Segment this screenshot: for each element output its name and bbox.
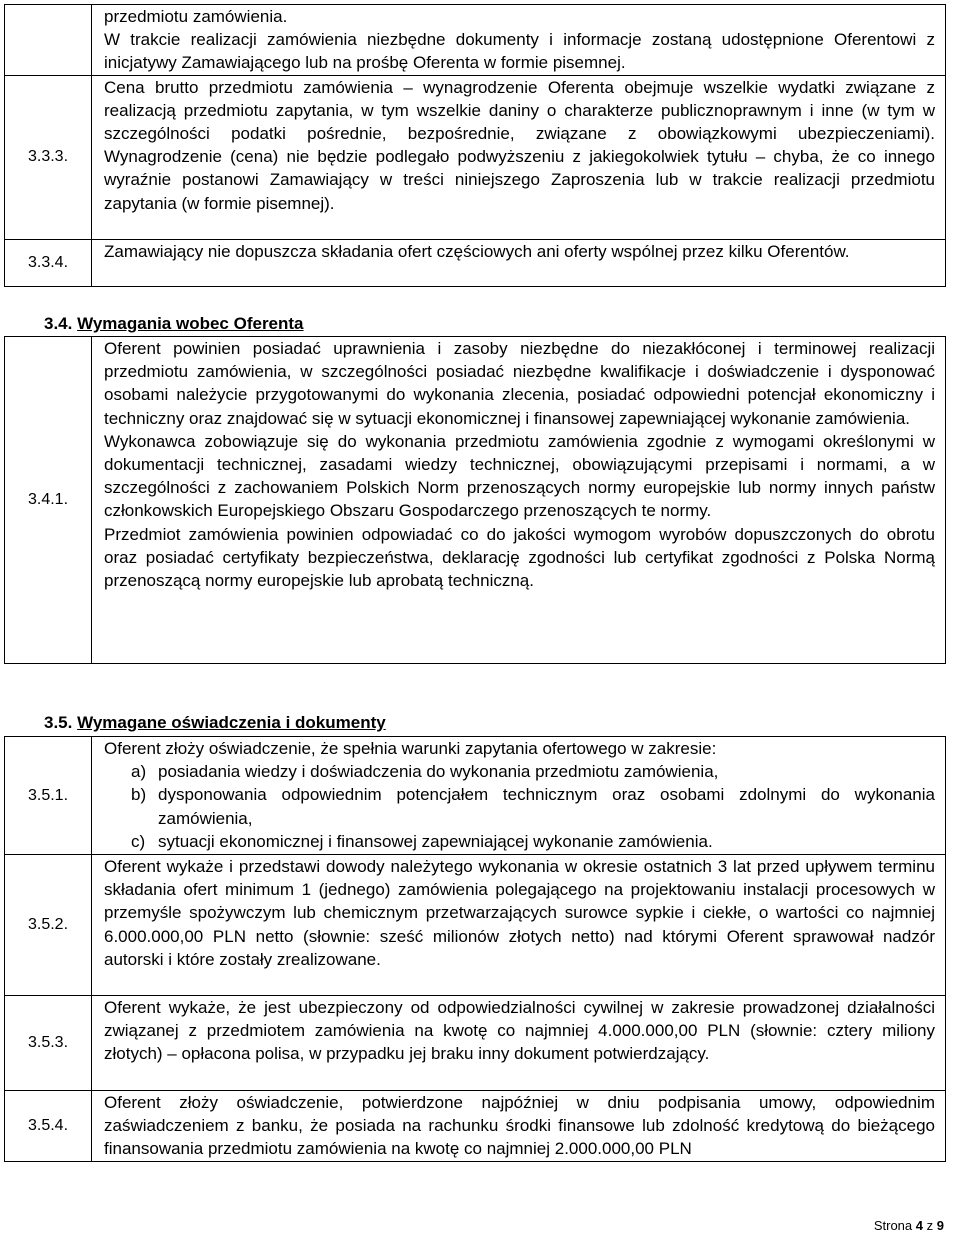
list-marker: a): [131, 762, 147, 782]
section-title: Wymagania wobec Oferenta: [77, 314, 304, 333]
row-text: [92, 1091, 946, 1162]
documents-table: [4, 736, 946, 1162]
paragraph: Oferent złoży oświadczenie, potwierdzone najpóźniej w dniu podpisania umowy, odpowiednim zaświadczeniem z banku, że posiada na rachunku środki finansowe lub zdolność kredytową do bieżącego finansowania przedmiotu zamówienia na kwotę co najmniej 2.000.000,00 PLN: [104, 1093, 935, 1159]
row-number: 3.3.4.: [5, 239, 92, 286]
row-number: 3.5.1.: [5, 737, 92, 855]
page-total: 9: [936, 1218, 944, 1233]
footer-label: Strona: [873, 1218, 913, 1233]
paragraph: przedmiotu zamówienia.: [104, 7, 288, 26]
section-number: 3.4.: [44, 314, 73, 333]
row-text: [92, 996, 946, 1091]
paragraph: Oferent wykaże i przedstawi dowody należytego wykonania w okresie ostatnich 3 lat przed upływem terminu składania ofert minimum 1 (jednego) zamówienia polegającego na projektowaniu instalacji procesowych w przemyśle spożywczym lub chemicznym przetwarzających surowce sypkie i ciekłe, o wartości co najmniej 6.000.000,00 PLN netto (słownie: sześć milionów złotych netto) nad którymi Oferent sprawował nadzór autorski i które zostały zrealizowane.: [104, 857, 935, 969]
row-number: [5, 5, 92, 76]
row-number: 3.5.3.: [5, 996, 92, 1091]
paragraph: Przedmiot zamówienia powinien odpowiadać co do jakości wymogom wyrobów dopuszczonych do obrotu oraz posiadać certyfikaty bezpieczeństwa, deklarację zgodności lub certyfikat zgodności z Polska Normą przenoszącą normy europejskie lub aprobatą techniczną.: [104, 524, 935, 591]
list-item-text: dysponowania odpowiednim potencjałem technicznym oraz osobami zdolnymi do wykonania zamówienia,: [158, 785, 935, 828]
table-row: [5, 855, 946, 996]
list-item: [104, 783, 935, 829]
table-row: [5, 737, 946, 855]
paragraph: Zamawiający nie dopuszcza składania ofert częściowych ani oferty wspólnej przez kilku Oferentów.: [104, 241, 850, 261]
requirements-table: [4, 336, 946, 664]
table-row: [5, 5, 946, 76]
paragraph: Cena brutto przedmiotu zamówienia – wynagrodzenie Oferenta obejmuje wszelkie wydatki związane z realizacją przedmiotu zapytania, w tym wszelkie daniny o charakterze publicznoprawnym i inne (w tym w szczególności podatki pośrednie, bezpośrednie, związane z obowiązkowymi ubezpieczeniami). Wynagrodzenie (cena) nie będzie podlegało podwyższeniu z jakiegokolwiek tytułu – chyba, że co innego wyraźnie postanowi Zamawiający w treści niniejszego Zaproszenia lub w trakcie realizacji przedmiotu zapytania (w formie pisemnej).: [104, 77, 935, 213]
table-row: [5, 1091, 946, 1162]
row-number: 3.5.4.: [5, 1091, 92, 1162]
table-row: [5, 239, 946, 286]
section-heading: [44, 314, 304, 334]
page-number: 4: [915, 1218, 924, 1233]
table-row: [5, 75, 946, 239]
row-text: [92, 337, 946, 664]
paragraph: Oferent powinien posiadać uprawnienia i zasoby niezbędne do niezakłóconej i terminowej realizacji przedmiotu zamówienia, w szczególności posiadać niezbędne kwalifikacje i doświadczenie i dysponować osobami należycie przygotowanymi do wykonania zlecenia, posiadać odpowiedni potencjał ekonomiczny i techniczny oraz znajdować się w sytuacji ekonomicznej i finansowej zapewniającej wykonanie zamówienia.: [104, 339, 935, 428]
row-number: 3.3.3.: [5, 75, 92, 239]
top-table: [4, 4, 946, 287]
list-marker: b): [131, 785, 147, 805]
row-number: 3.4.1.: [5, 337, 92, 664]
row-text: [92, 75, 946, 239]
row-text: [92, 239, 946, 286]
list-item-text: posiadania wiedzy i doświadczenia do wykonania przedmiotu zamówienia,: [158, 762, 719, 782]
list-item: [104, 760, 935, 783]
paragraph: Oferent wykaże, że jest ubezpieczony od odpowiedzialności cywilnej w zakresie prowadzonej działalności związanej z przedmiotem zamówienia na kwotę co najmniej 4.000.000,00 PLN (słownie: cztery miliony złotych) – opłacona polisa, w przypadku jej braku inny dokument potwierdzający.: [104, 998, 935, 1064]
paragraph: W trakcie realizacji zamówienia niezbędne dokumenty i informacje zostaną udostępnione Oferentowi z inicjatywy Zamawiającego lub na prośbę Oferenta w formie pisemnej.: [104, 30, 935, 73]
section-heading: [44, 713, 386, 733]
section-title: Wymagane oświadczenia i dokumenty: [77, 713, 386, 732]
row-number: 3.5.2.: [5, 855, 92, 996]
paragraph: Wykonawca zobowiązuje się do wykonania przedmiotu zamówienia zgodnie z wymogami określonymi w dokumentacji technicznej, zasadami wiedzy technicznej, obowiązującymi przepisami i normami, a w szczególności z zachowaniem Polskich Norm przenoszących normy europejskie lub normy innych państw członkowskich Europejskiego Obszaru Gospodarczego przenoszących te normy.: [104, 431, 935, 521]
list-item-text: sytuacji ekonomicznej i finansowej zapewniającej wykonanie zamówienia.: [158, 831, 713, 851]
row-text: [92, 5, 946, 76]
section-number: 3.5.: [44, 713, 73, 732]
footer-separator: z: [926, 1218, 934, 1233]
row-text: [92, 855, 946, 996]
list-item: [104, 830, 935, 853]
row-text: [92, 737, 946, 855]
table-row: [5, 337, 946, 664]
table-row: [5, 996, 946, 1091]
paragraph: Oferent złoży oświadczenie, że spełnia warunki zapytania ofertowego w zakresie:: [104, 739, 717, 758]
list-marker: c): [131, 831, 146, 851]
page-footer: [874, 1218, 944, 1233]
